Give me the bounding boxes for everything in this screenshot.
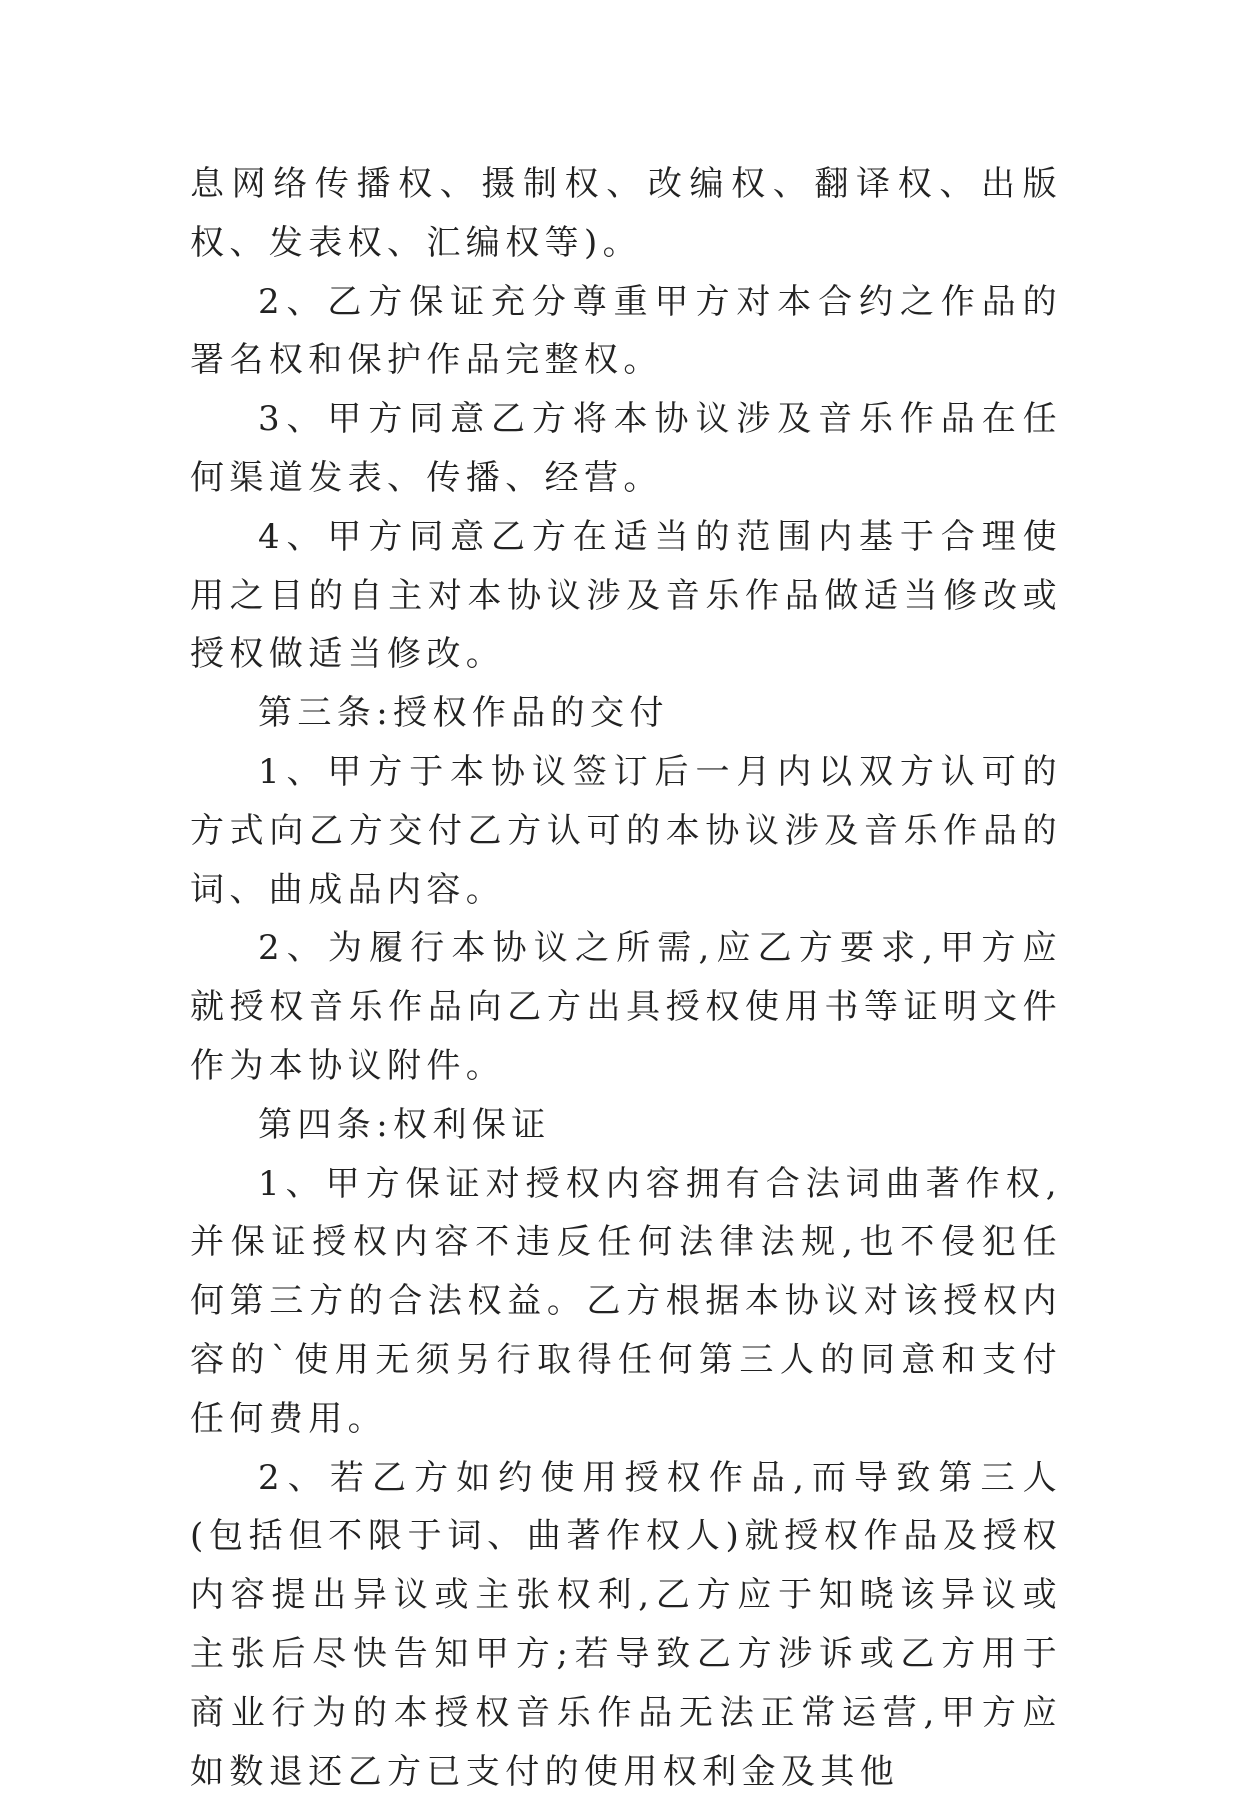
clause-item-2: 2、乙方保证充分尊重甲方对本合约之作品的署名权和保护作品完整权。	[190, 281, 1062, 381]
document-body	[190, 155, 1062, 1801]
clause-item-3: 3、甲方同意乙方将本协议涉及音乐作品在任何渠道发表、传播、经营。	[190, 399, 1062, 498]
paragraph-continuation: 息网络传播权、摄制权、改编权、翻译权、出版权、发表权、汇编权等)。	[190, 164, 1062, 263]
clause-item-2: 2、若乙方如约使用授权作品,而导致第三人(包括但不限于词、曲著作权人)就授权作品及授权内容提出异议或主张权利,乙方应于知晓该异议或主张后尽快告知甲方;若导致乙方涉诉或乙方用于商业行为的本授权音乐作品无法正常运营,甲方应如数退还乙方已支付的使用权利金及其他	[190, 1457, 1062, 1792]
section-heading-article-3: 第三条:授权作品的交付	[258, 693, 669, 734]
clause-item-1: 1、甲方于本协议签订后一月内以双方认可的方式向乙方交付乙方认可的本协议涉及音乐作品的词、曲成品内容。	[190, 751, 1062, 910]
section-heading-article-4: 第四条:权利保证	[258, 1104, 551, 1145]
clause-item-2: 2、为履行本协议之所需,应乙方要求,甲方应就授权音乐作品向乙方出具授权使用书等证明文件作为本协议附件。	[190, 928, 1062, 1086]
clause-item-1: 1、甲方保证对授权内容拥有合法词曲著作权,并保证授权内容不违反任何法律法规,也不侵犯任何第三方的合法权益。乙方根据本协议对该授权内容的`使用无须另行取得任何第三人的同意和支付任何费用。	[190, 1163, 1062, 1439]
clause-item-4: 4、甲方同意乙方在适当的范围内基于合理使用之目的自主对本协议涉及音乐作品做适当修改或授权做适当修改。	[190, 516, 1062, 675]
